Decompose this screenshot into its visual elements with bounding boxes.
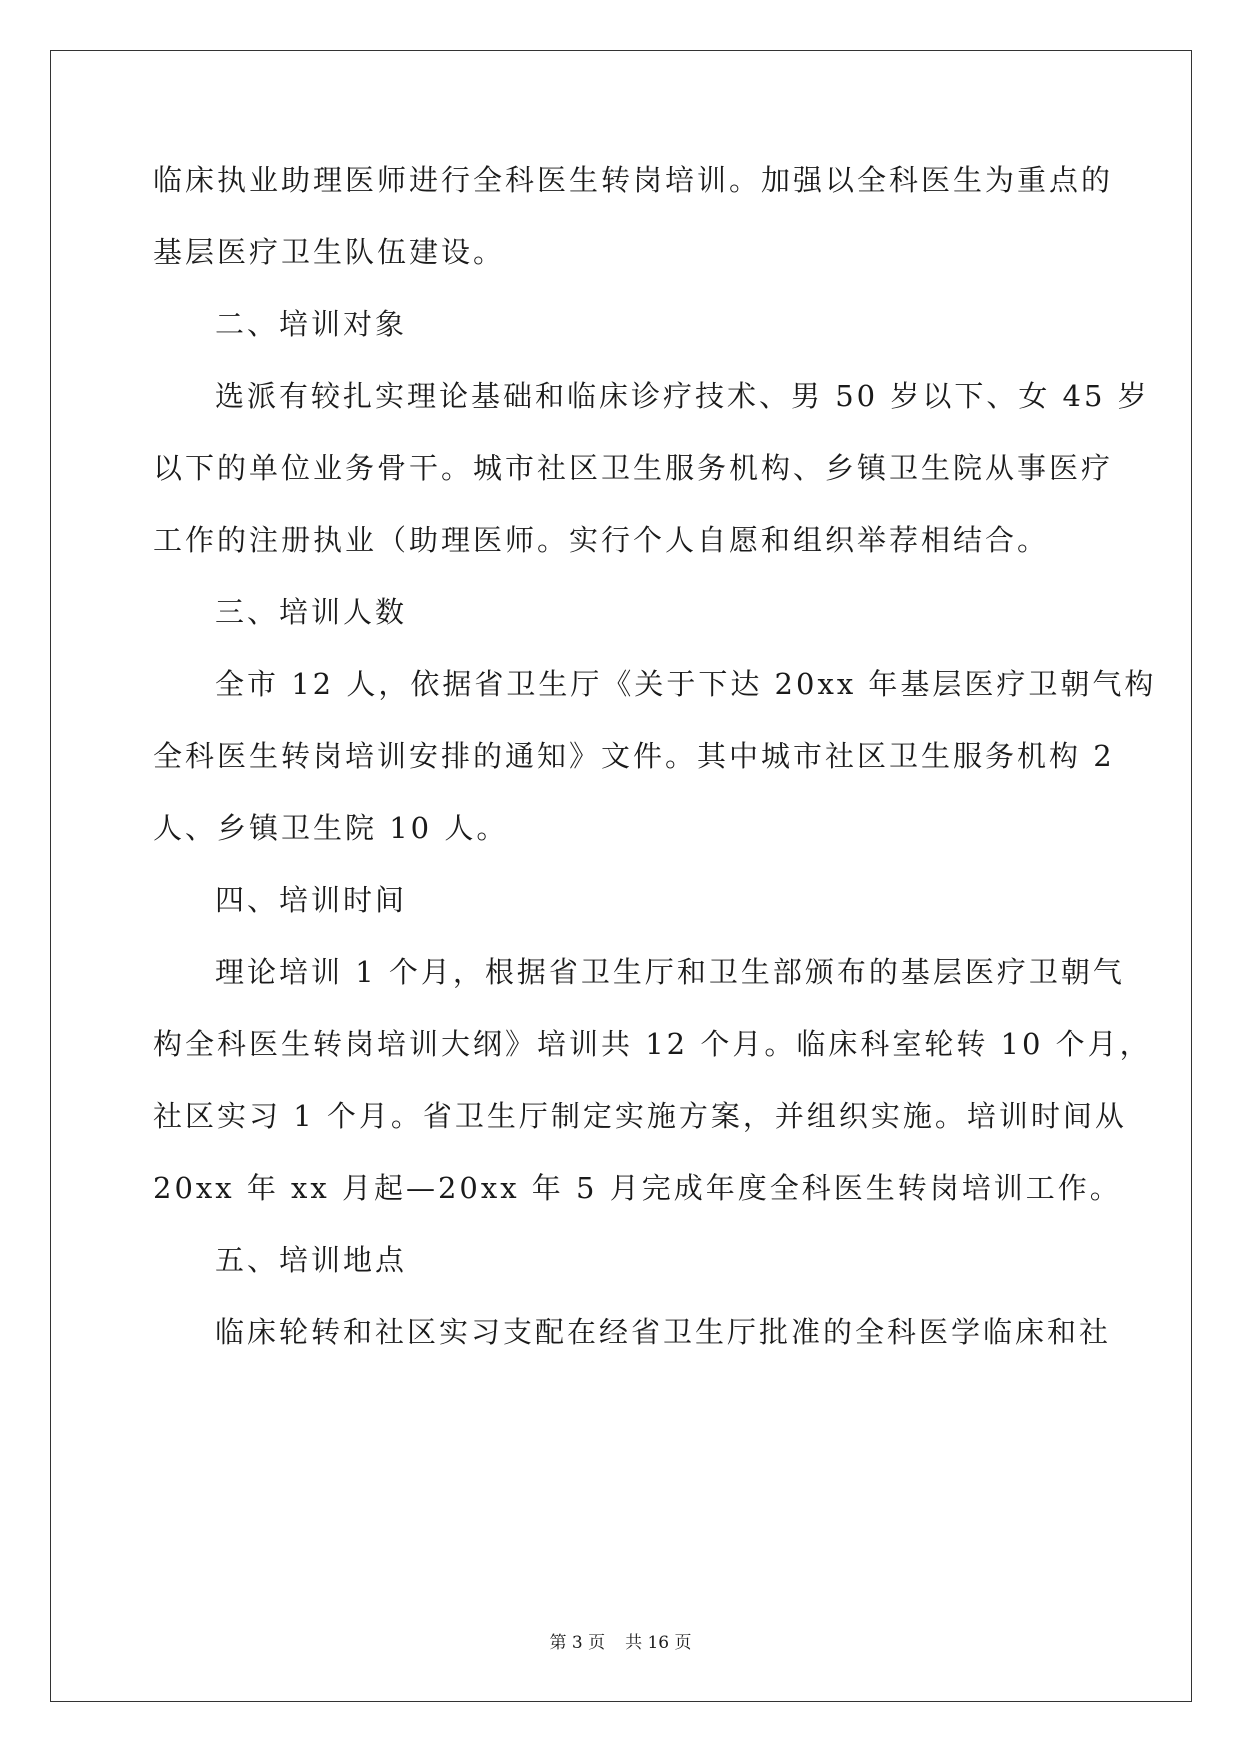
section-heading: 五、培训地点 [215,1243,408,1277]
text-line: 临床执业助理医师进行全科医生转岗培训。加强以全科医生为重点的 [153,163,1114,197]
section-heading: 四、培训时间 [215,883,408,917]
text-line: 理论培训 1 个月，根据省卫生厅和卫生部颁布的基层医疗卫朝气 [215,955,1125,989]
text-line: 20xx 年 xx 月起—20xx 年 5 月完成年度全科医生转岗培训工作。 [153,1171,1122,1205]
text-line: 临床轮转和社区实习支配在经省卫生厅批准的全科医学临床和社 [215,1315,1112,1349]
page-border [50,50,1192,1702]
text-line: 人、乡镇卫生院 10 人。 [153,811,509,845]
section-heading: 三、培训人数 [215,595,408,629]
text-line: 全市 12 人，依据省卫生厅《关于下达 20xx 年基层医疗卫朝气构 [215,667,1157,701]
page-number: 第 3 页 [549,1633,606,1653]
text-line: 基层医疗卫生队伍建设。 [153,235,506,269]
text-line: 构全科医生转岗培训大纲》培训共 12 个月。临床科室轮转 10 个月， [153,1027,1152,1061]
text-line: 选派有较扎实理论基础和临床诊疗技术、男 50 岁以下、女 45 岁 [215,379,1150,413]
section-heading: 二、培训对象 [215,307,408,341]
page-footer [0,1631,1241,1655]
text-line: 工作的注册执业（助理医师。实行个人自愿和组织举荐相结合。 [153,523,1050,557]
text-line: 全科医生转岗培训安排的通知》文件。其中城市社区卫生服务机构 2 [153,739,1115,773]
text-line: 社区实习 1 个月。省卫生厅制定实施方案，并组织实施。培训时间从 [153,1099,1127,1133]
text-line: 以下的单位业务骨干。城市社区卫生服务机构、乡镇卫生院从事医疗 [153,451,1114,485]
page-total: 共 16 页 [625,1633,692,1653]
